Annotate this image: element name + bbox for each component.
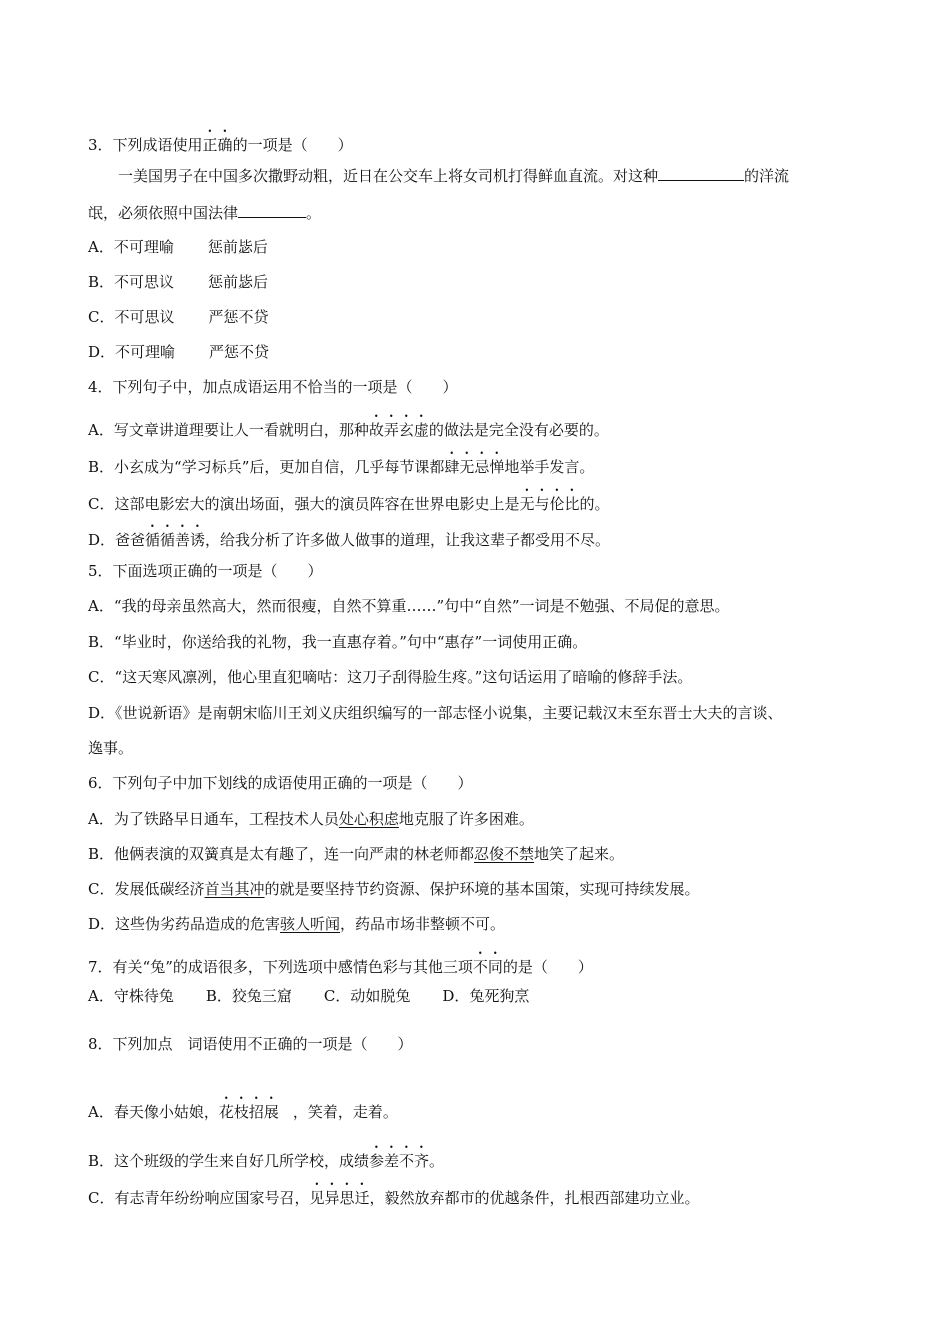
q8-option-c: C．有志青年纷纷响应国家号召，见异思迁，毅然放弃都市的优越条件，扎根西部建功立业。 [88,1189,700,1207]
q5-option-c: C．“这天寒风凛冽，他心里直犯嘀咕：这刀子刮得脸生疼。”这句话运用了暗喻的修辞手法。 [88,668,693,686]
q4-option-a: A．写文章讲道理要让人一看就明白，那种故弄玄虚的做法是完全没有必要的。 [88,421,609,439]
q7-stem: 7．有关“兔”的成语很多，下列选项中感情色彩与其他三项不同的是（ ） [88,958,593,976]
q6-option-d: D．这些伪劣药品造成的危害骇人听闻，药品市场非整顿不可。 [88,915,506,933]
q4-option-b: B．小玄成为“学习标兵”后，更加自信，几乎每节课都肆无忌惮地举手发言。 [88,458,595,476]
q3-passage-line-1: 一美国男子在中国多次撒野动粗，近日在公交车上将女司机打得鲜血直流。对这种 的洋流 [118,164,789,187]
q6-option-b: B．他俩表演的双簧真是太有趣了，连一向严肃的林老师都忍俊不禁地笑了起来。 [88,845,625,863]
q3-option-c: C．不可思议 严惩不贷 [88,308,269,326]
q4-stem: 4．下列句子中，加点成语运用不恰当的一项是（ ） [88,378,458,396]
q4-option-d: D．爸爸循循善诱，给我分析了许多做人做事的道理，让我这辈子都受用不尽。 [88,531,611,549]
q6-option-a: A．为了铁路早日通车，工程技术人员处心积虑地克服了许多困难。 [88,810,534,828]
q4-option-c: C．这部电影宏大的演出场面，强大的演员阵容在世界电影史上是无与伦比的。 [88,495,610,513]
q5-option-d-line-1: D．《世说新语》是南朝宋临川王刘义庆组织编写的一部志怪小说集，主要记载汉末至东晋士大夫的言谈、 [88,704,783,722]
q3-passage-line-2: 氓，必须依照中国法律 。 [88,201,321,224]
q5-option-b: B．“毕业时，你送给我的礼物，我一直惠存着。”句中“惠存”一词使用正确。 [88,633,588,651]
q5-stem: 5．下面选项正确的一项是（ ） [88,562,323,580]
q3-blank-1 [658,164,744,181]
q5-option-d-line-2: 逸事。 [88,739,134,757]
q3-stem-emphasis: 正确 [202,136,233,154]
q3-stem: 3．下列成语使用正确的一项是（ ） [88,136,353,154]
q7-options: A．守株待兔 B．狡兔三窟 C．动如脱兔 D．兔死狗烹 [88,987,530,1005]
q8-stem: 8．下列加点 词语使用不正确的一项是（ ） [88,1035,413,1053]
q6-stem: 6．下列句子中加下划线的成语使用正确的一项是（ ） [88,774,473,792]
q3-option-a: A．不可理喻 惩前毖后 [88,238,268,256]
q8-option-b: B．这个班级的学生来自好几所学校，成绩参差不齐。 [88,1152,445,1170]
q3-blank-2 [238,201,306,218]
q6-option-c: C．发展低碳经济首当其冲的就是要坚持节约资源、保护环境的基本国策，实现可持续发展。 [88,880,700,898]
q8-option-a: A．春天像小姑娘，花枝招展 ，笑着，走着。 [88,1103,398,1121]
q3-option-d: D．不可理喻 严惩不贷 [88,343,270,361]
q5-option-a: A．“我的母亲虽然高大，然而很瘦，自然不算重……”句中“自然”一词是不勉强、不局促的意思。 [88,597,730,615]
q3-option-b: B．不可思议 惩前毖后 [88,273,269,291]
